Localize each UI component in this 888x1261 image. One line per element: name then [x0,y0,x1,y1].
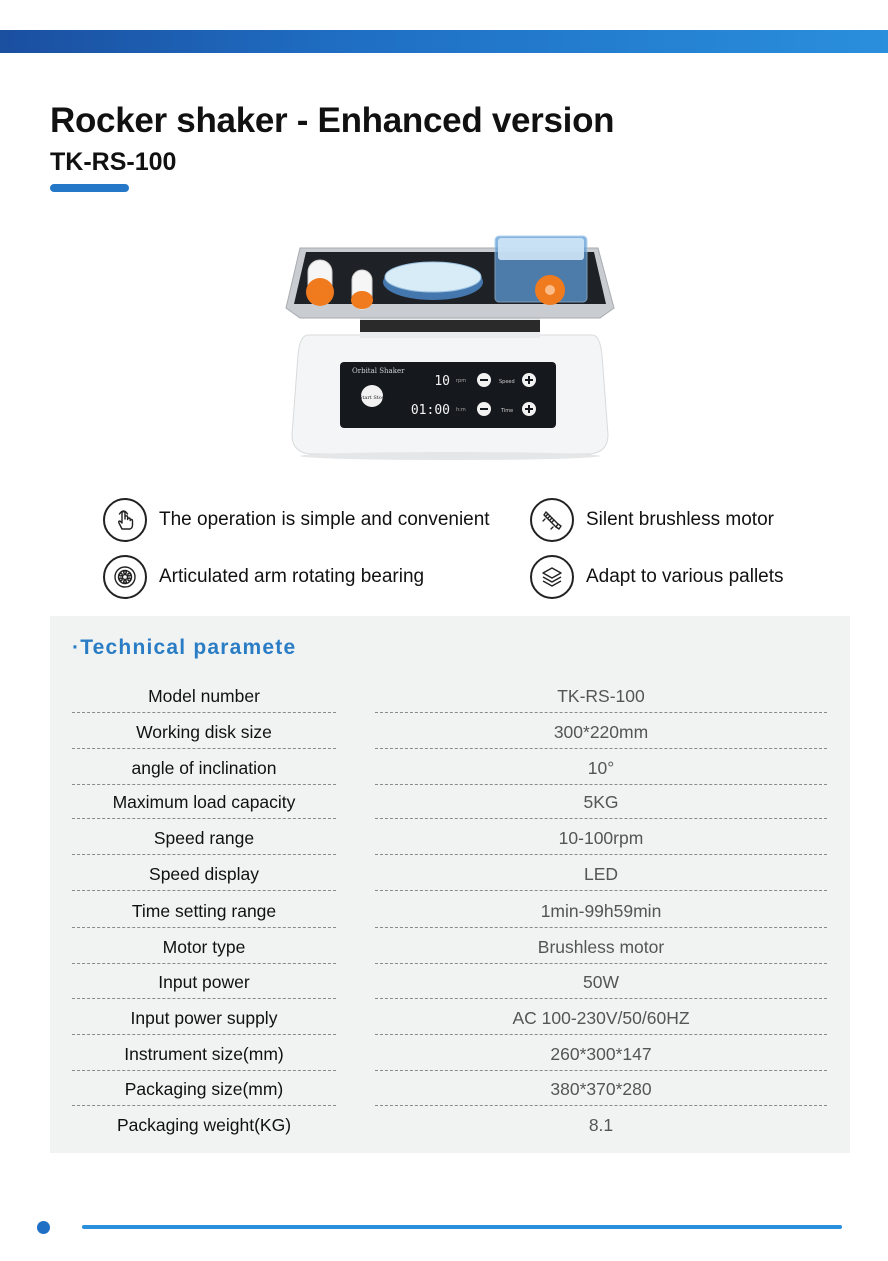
spec-name: Packaging weight(KG) [116,1115,292,1135]
spec-name: Input power [158,972,250,992]
row-divider [72,998,336,999]
row-divider [72,927,336,928]
spec-row [50,1112,850,1148]
row-divider [375,890,827,891]
section-title: ·Technical paramete [72,636,297,659]
panel-label: Orbital Shaker [352,367,405,375]
spec-name: Motor type [162,937,246,957]
spec-value: 10-100rpm [558,828,644,848]
bearing-icon [103,555,147,599]
feature-silent-motor [530,498,774,542]
title-underline [50,184,129,192]
model-subtitle: TK-RS-100 [50,148,177,176]
feature-label: The operation is simple and convenient [159,509,490,530]
spec-name: Working disk size [136,722,272,742]
row-divider [72,748,336,749]
spec-value: 5KG [583,792,619,812]
spec-name: Maximum load capacity [112,792,296,812]
spec-name: Model number [148,686,260,706]
feature-various-pallets [530,555,784,599]
row-divider [375,712,827,713]
start-stop-label: Start Stop [358,395,386,401]
speed-display: 10 [434,374,450,389]
row-divider [375,854,827,855]
row-divider [72,890,336,891]
spec-value: TK-RS-100 [557,686,645,706]
spec-row [50,969,850,1005]
top-banner-bar [0,30,888,53]
spec-value: LED [583,864,619,884]
spec-row [50,1076,850,1112]
spec-name: Speed display [149,864,259,884]
spec-name: Packaging size(mm) [124,1079,284,1099]
row-divider [375,818,827,819]
technical-parameters-panel [50,616,850,1153]
row-divider [72,1034,336,1035]
row-divider [72,818,336,819]
spec-row [50,934,850,970]
row-divider [375,1034,827,1035]
spec-value: 260*300*147 [550,1044,652,1064]
row-divider [72,854,336,855]
spec-value: 380*370*280 [550,1079,652,1099]
row-divider [375,784,827,785]
row-divider [375,998,827,999]
speed-label: Speed [499,379,515,385]
spec-name: Speed range [153,828,255,848]
feature-label: Silent brushless motor [586,509,774,530]
spec-row [50,719,850,755]
spec-name: Time setting range [131,901,277,921]
feature-label: Adapt to various pallets [586,566,784,587]
time-display: 01:00 [410,403,450,418]
spec-value: 10° [587,758,615,778]
spec-name: angle of inclination [131,758,277,778]
row-divider [72,784,336,785]
spec-value: 8.1 [588,1115,614,1135]
motor-icon [530,498,574,542]
speed-unit: rpm [456,378,467,384]
spec-row [50,683,850,719]
spec-row [50,755,850,791]
spec-value: Brushless motor [537,937,665,957]
spec-row [50,898,850,934]
spec-name: Input power supply [130,1008,278,1028]
row-divider [375,748,827,749]
footer-line [82,1225,842,1229]
row-divider [375,963,827,964]
spec-row [50,1005,850,1041]
spec-value: AC 100-230V/50/60HZ [512,1008,690,1028]
row-divider [375,1105,827,1106]
layers-icon [530,555,574,599]
spec-row [50,861,850,897]
page-title: Rocker shaker - Enhanced version [50,101,615,140]
spec-row [50,1041,850,1077]
spec-value: 300*220mm [553,722,649,742]
product-image [280,230,620,460]
spec-value: 1min-99h59min [540,901,662,921]
footer-dot [37,1221,50,1234]
feature-easy-operation [103,498,490,542]
row-divider [72,1070,336,1071]
spec-name: Instrument size(mm) [124,1044,284,1064]
row-divider [72,1105,336,1106]
row-divider [72,712,336,713]
row-divider [72,963,336,964]
row-divider [375,927,827,928]
spec-row [50,825,850,861]
row-divider [375,1070,827,1071]
hand-touch-icon [103,498,147,542]
feature-rotating-bearing [103,555,424,599]
feature-label: Articulated arm rotating bearing [159,566,425,587]
time-label: Time [501,408,514,414]
time-unit: h:m [456,407,466,413]
spec-row [50,789,850,825]
spec-value: 50W [583,972,619,992]
